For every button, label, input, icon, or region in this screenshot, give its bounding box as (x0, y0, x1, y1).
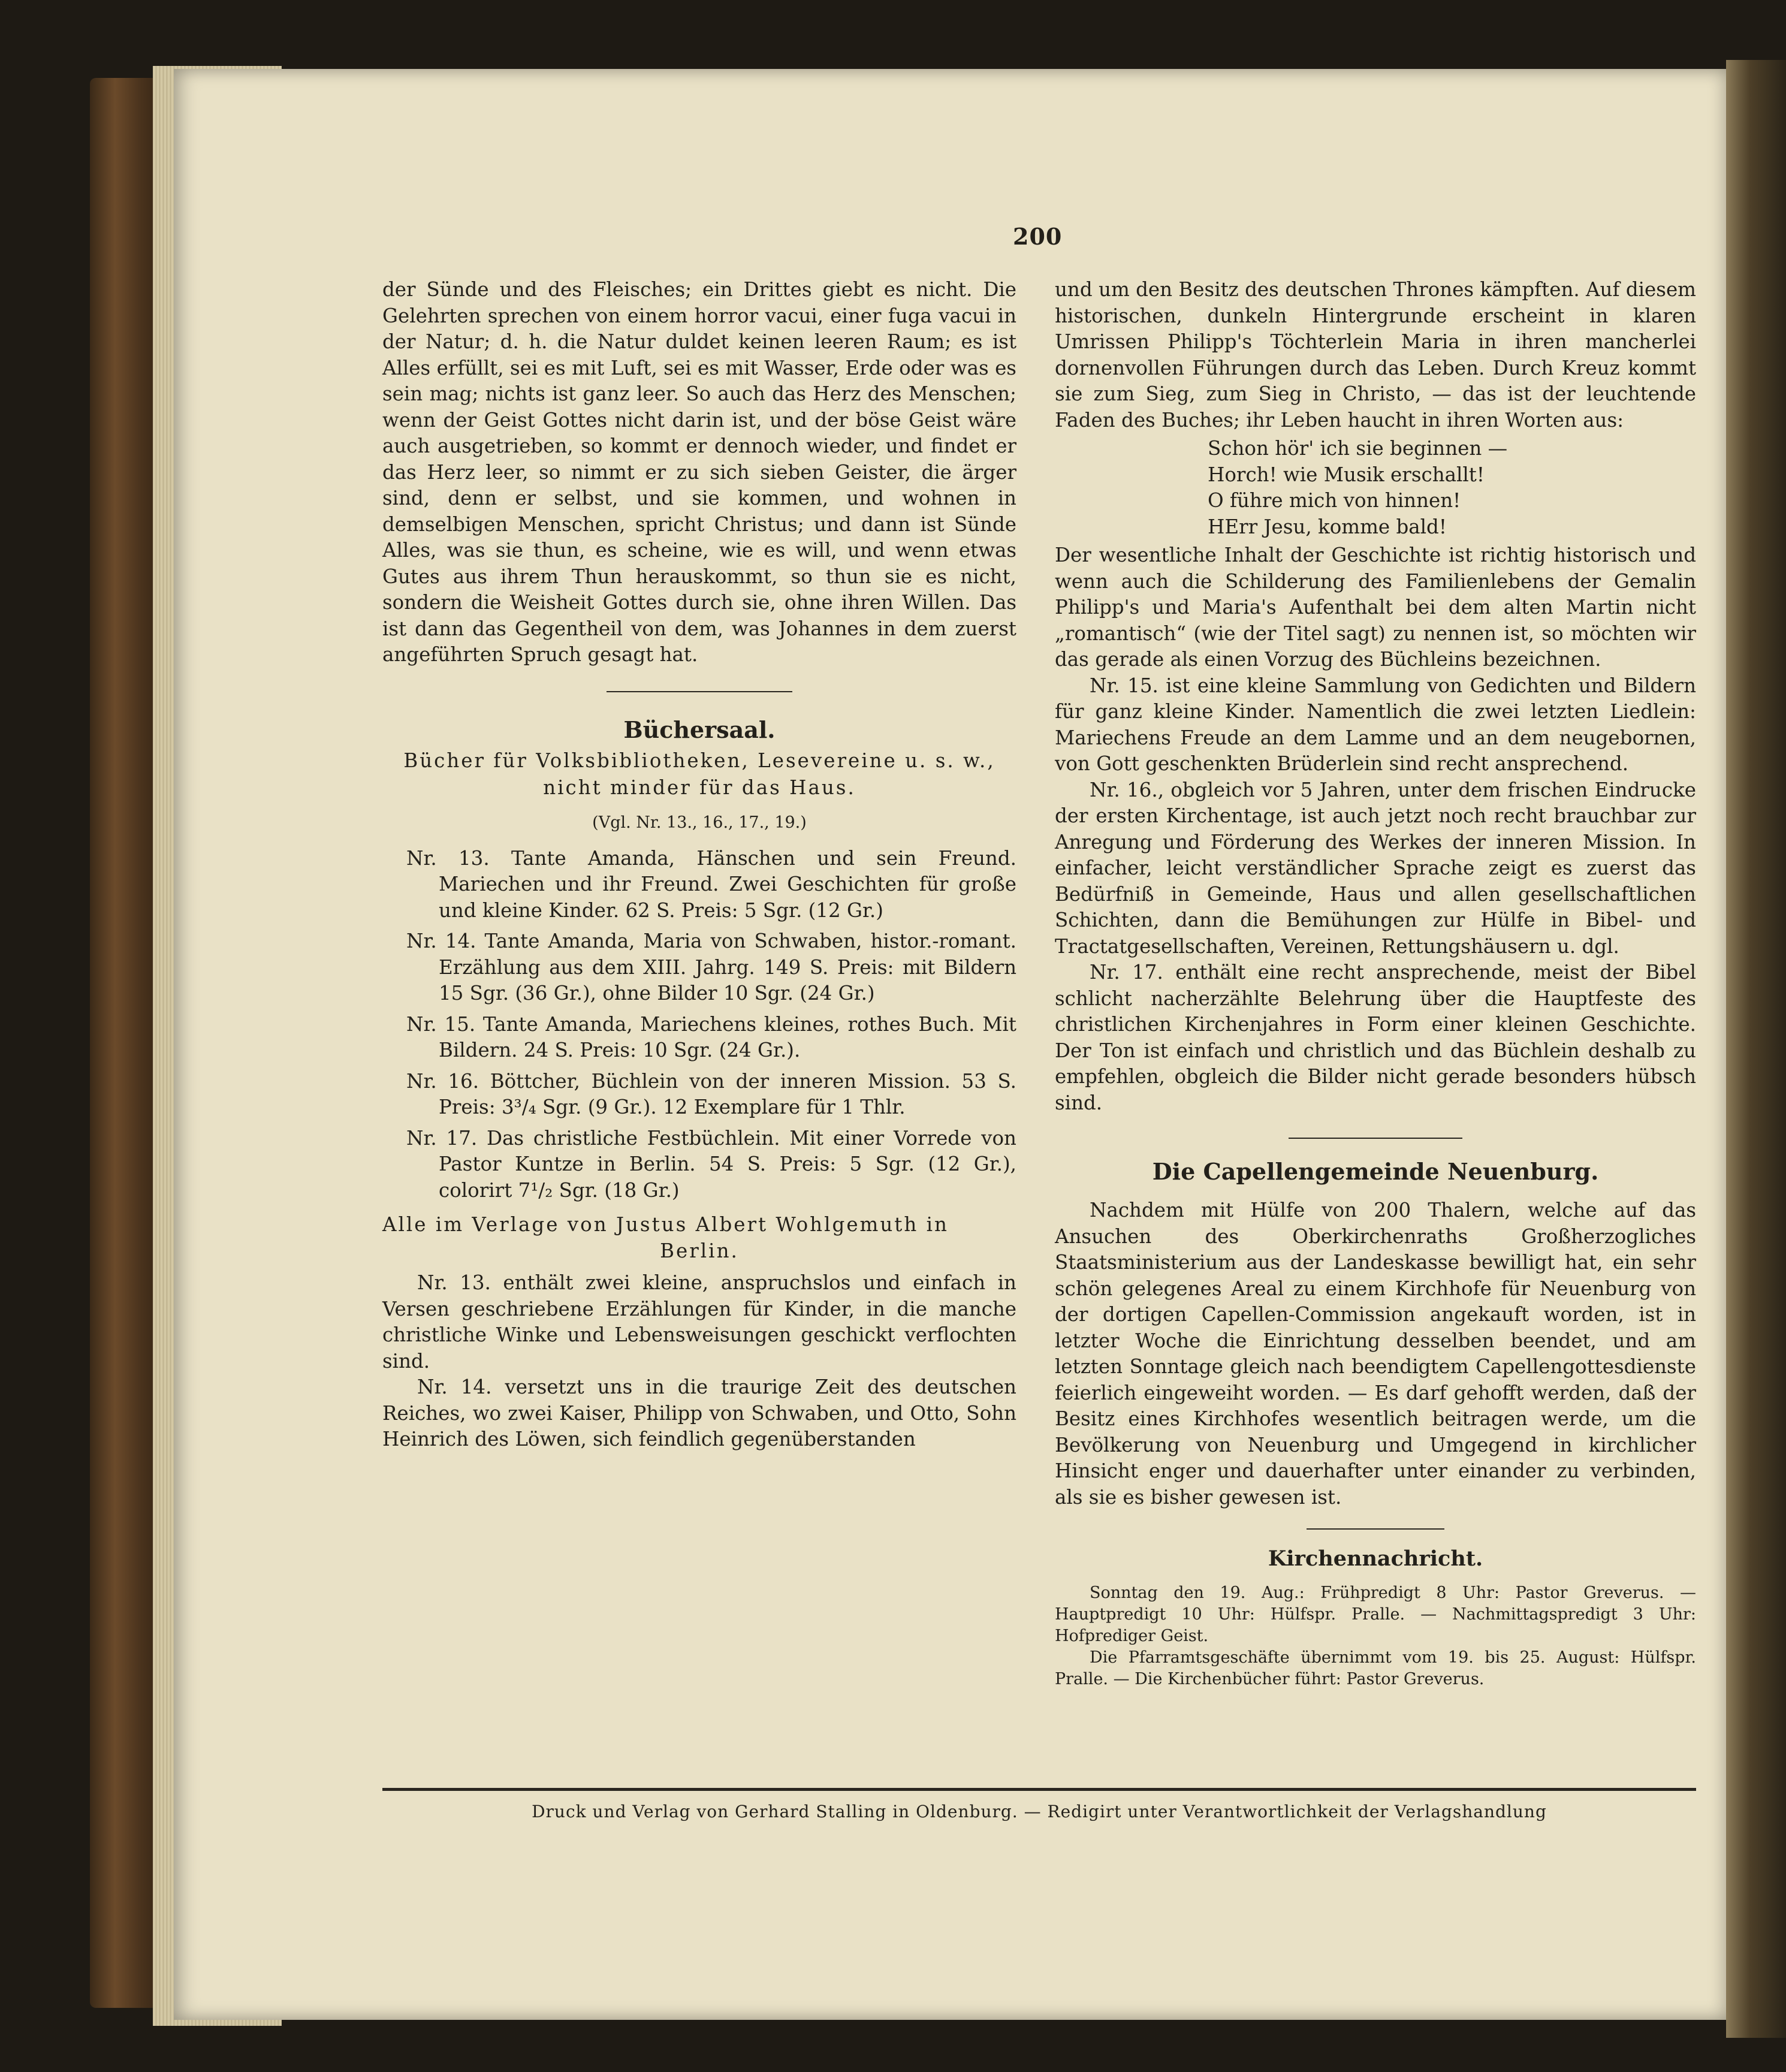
footer-rule (382, 1788, 1696, 1791)
paragraph-nr14: Nr. 14. versetzt uns in die traurige Zeit des deutschen Reiches, wo zwei Kaiser, Philipp von Schwaben, und Otto, Sohn Heinrich des Löwen, sich feindlich gegenüberstanden (382, 1376, 1016, 1450)
paragraph-inhalt: Der wesentliche Inhalt der Geschichte ist richtig historisch und wenn auch die Schilderung des Familienlebens der Gemalin Philipp's und Maria's Aufenthalt bei dem alten Martin nicht „romantisch“ (wie der Titel sagt) zu nennen ist, so möchten wir das gerade als einen Vorzug des Büchleins bezeichnen. (1055, 544, 1696, 671)
section-divider (1307, 1528, 1444, 1530)
verse-block (1055, 436, 1696, 540)
publisher-line-1: Alle im Verlage von Justus Albert Wohlgemuth in (382, 1213, 949, 1236)
section-title-capellengemeinde: Die Capellengemeinde Neuenburg. (1152, 1158, 1599, 1185)
paragraph-sunde: der Sünde und des Fleisches; ein Drittes giebt es nicht. Die Gelehrten sprechen von einem horror vacui, einer fuga vacui in der Natur; d. h. die Natur duldet keinen leeren Raum; es ist Alles erfüllt, sei es mit Luft, sei es mit Wasser, Erde oder was es sein mag; nichts ist ganz leer. So auch das Herz des Menschen; wenn der Geist Gottes nicht darin ist, und der böse Geist wäre auch ausgetrieben, so kommt er dennoch wieder, und findet er das Herz leer, so nimmt er zu sich sieben Geister, die ärger sind, denn er selbst, und sie kommen, und wohnen in demselbigen Menschen, spricht Christus; und dann ist Sünde Alles, was sie thun, es scheine, wie es will, und wenn etwas Gutes aus ihrem Thun herauskommt, so thun sie es nicht, sondern die Weisheit Gottes durch sie, ohne ihren Willen. Das ist dann das Gegentheil von dem, was Johannes in dem zuerst angeführten Spruch gesagt hat. (382, 278, 1016, 666)
book-entry-nr16: Nr. 16. Böttcher, Büchlein von der inneren Mission. 53 S. Preis: 3³/₄ Sgr. (9 Gr.). 12 Exemplare für 1 Thlr. (406, 1069, 1016, 1118)
left-column (382, 277, 1016, 1453)
verse-line: HErr Jesu, komme bald! (1208, 515, 1447, 538)
book-entry-nr14: Nr. 14. Tante Amanda, Maria von Schwaben, histor.-romant. Erzählung aus dem XIII. Jahrg. 149 S. Preis: mit Bildern 15 Sgr. (36 Gr.), ohne Bilder 10 Sgr. (24 Gr.) (406, 930, 1016, 1005)
paragraph-nr13: Nr. 13. enthält zwei kleine, anspruchslos und einfach in Versen geschriebene Erzählungen für Kinder, in die manche christliche Winke und Lebensweisungen geschickt verflochten sind. (382, 1271, 1016, 1373)
church-news-office: Die Pfarramtsgeschäfte übernimmt vom 19. bis 25. August: Hülfspr. Pralle. — Die Kirchenbücher führt: Pastor Greverus. (1055, 1648, 1696, 1688)
verse-line: Schon hör' ich sie beginnen — (1208, 437, 1508, 460)
paragraph-capelle: Nachdem mit Hülfe von 200 Thalern, welche auf das Ansuchen des Oberkirchenraths Großherzogliches Staatsministerium aus der Landeskasse bewilligt hat, ein sehr schön gelegenes Areal zu einem Kirchhofe für Neuenburg von der dortigen Capellen-Commission angekauft worden, ist in letzter Woche die Einrichtung desselben beendet, und am letzten Sonntage gleich nach beendigtem Capellengottesdienste feierlich eingeweiht worden. — Es darf gehofft werden, daß der Besitz eines Kirchhofes wesentlich beitragen werde, um die Bevölkerung von Neuenburg und Umgegend in kirchlicher Hinsicht enger und dauerhafter unter einander zu verbinden, als sie es bisher gewesen ist. (1055, 1199, 1696, 1509)
imprint-footer: Druck und Verlag von Gerhard Stalling in Oldenburg. — Redigirt unter Verantwortlichkeit der Verlagshandlung (532, 1802, 1547, 1821)
section-title-kirchennachricht: Kirchennachricht. (1268, 1546, 1483, 1571)
paragraph-nr16: Nr. 16., obgleich vor 5 Jahren, unter dem frischen Eindrucke der ersten Kirchentage, ist auch jetzt noch recht brauchbar zur Anregung und Förderung des Werkes der inneren Mission. In einfacher, leicht verständlicher Sprache zeigt es zuerst das Bedürfniß in Gemeinde, Haus und allen gesellschaftlichen Schichten, dann die Bemühungen zur Hülfe in Bibel- und Tractatgesellschaften, Vereinen, Rettungshäusern u. dgl. (1055, 778, 1696, 958)
verse-line: Horch! wie Musik erschallt! (1208, 463, 1485, 486)
section-divider (1289, 1138, 1462, 1139)
page-number: 200 (1013, 223, 1063, 250)
subtitle-line-2: nicht minder für das Haus. (543, 776, 856, 799)
book-entry-nr15: Nr. 15. Tante Amanda, Mariechens kleines, rothes Buch. Mit Bildern. 24 S. Preis: 10 Sgr. (24 Gr.). (406, 1012, 1016, 1061)
reference-note: (Vgl. Nr. 13., 16., 17., 19.) (592, 813, 807, 832)
section-title-buechersaal: Büchersaal. (623, 716, 776, 743)
verse-line: O führe mich von hinnen! (1208, 489, 1461, 512)
section-divider (607, 691, 792, 692)
book-entry-nr17: Nr. 17. Das christliche Festbüchlein. Mit einer Vorrede von Pastor Kuntze in Berlin. 54 S. Preis: 5 Sgr. (12 Gr.), colorirt 7¹/₂ Sgr. (18 Gr.) (406, 1126, 1016, 1202)
right-column (1055, 277, 1696, 1690)
publisher-line-2: Berlin. (660, 1239, 739, 1262)
paragraph-nr17: Nr. 17. enthält eine recht ansprechende, meist der Bibel schlicht nacherzählte Belehrung über die Hauptfeste des christlichen Kirchenjahres in Form einer kleinen Geschichte. Der Ton ist einfach und christlich und das Büchlein deshalb zu empfehlen, obgleich die Bilder nicht gerade besonders hübsch sind. (1055, 961, 1696, 1114)
subtitle-line-1: Bücher für Volksbibliotheken, Lesevereine u. s. w., (403, 749, 995, 772)
paragraph-continuation: und um den Besitz des deutschen Thrones kämpften. Auf diesem historischen, dunkeln Hintergrunde erscheint in klaren Umrissen Philipp's Töchterlein Maria in ihren mancherlei dornenvollen Führungen durch das Leben. Durch Kreuz kommt sie zum Sieg, zum Sieg in Christo, — das ist der leuchtende Faden des Buches; ihr Leben haucht in ihren Worten aus: (1055, 278, 1696, 432)
book-cover-right (1726, 60, 1786, 2038)
book-entry-nr13: Nr. 13. Tante Amanda, Hänschen und sein Freund. Mariechen und ihr Freund. Zwei Geschichten für große und kleine Kinder. 62 S. Preis: 5 Sgr. (12 Gr.) (406, 846, 1016, 922)
church-news-services: Sonntag den 19. Aug.: Frühpredigt 8 Uhr: Pastor Greverus. — Hauptpredigt 10 Uhr: Hülfspr. Pralle. — Nachmittagspredigt 3 Uhr: Hofprediger Geist. (1055, 1584, 1696, 1645)
paragraph-nr15: Nr. 15. ist eine kleine Sammlung von Gedichten und Bildern für ganz kleine Kinder. Namentlich die zwei letzten Liedlein: Mariechens Freude an dem Lamme und an dem neugebornen, von Gott geschenkten Brüderlein sind recht ansprechend. (1055, 674, 1696, 775)
